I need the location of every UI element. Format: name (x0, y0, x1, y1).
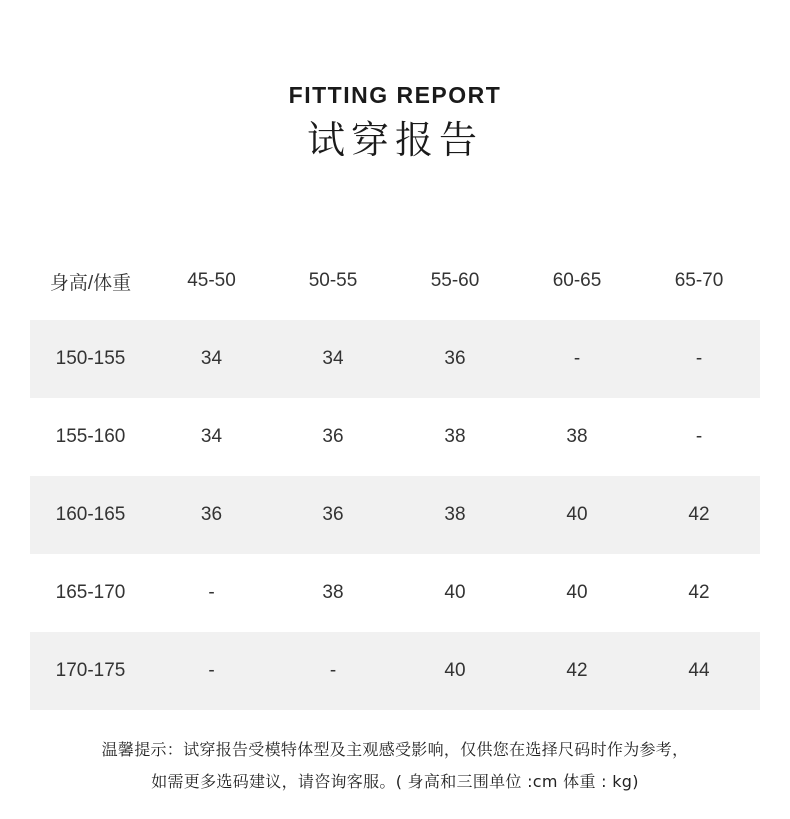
row-height-label: 150-155 (55, 348, 126, 369)
note-line-1: 温馨提示：试穿报告受模特体型及主观感受影响，仅供您在选择尺码时作为参考， (101, 740, 689, 759)
table-cell: 38 (566, 426, 588, 447)
report-header (0, 80, 790, 162)
table-row (30, 398, 760, 476)
table-cell: 36 (200, 504, 223, 525)
table-cell: 42 (688, 582, 710, 603)
table-cell: 38 (322, 582, 344, 603)
table-row (30, 476, 760, 554)
table-row (30, 320, 760, 398)
column-header: 65-70 (674, 270, 724, 291)
table-row (30, 554, 760, 632)
table-cell: 40 (566, 504, 588, 525)
title-english: FITTING REPORT (288, 82, 502, 108)
table-cell: 44 (688, 660, 710, 681)
table-cell: 34 (200, 426, 223, 447)
corner-label: 身高/体重 (49, 272, 132, 294)
column-header: 60-65 (552, 270, 602, 291)
table-row (30, 632, 760, 710)
row-height-label: 160-165 (55, 504, 126, 525)
table-cell: 42 (566, 660, 588, 681)
table-header-row (30, 242, 760, 320)
table-cell: 40 (566, 582, 588, 603)
table-cell: 34 (322, 348, 344, 369)
table-cell: 40 (444, 582, 466, 603)
table-cell: - (573, 348, 581, 369)
table-cell: 36 (322, 426, 344, 447)
title-chinese: 试穿报告 (306, 118, 483, 162)
fitting-note (0, 734, 790, 798)
column-header: 55-60 (430, 270, 480, 291)
row-height-label: 155-160 (55, 426, 126, 447)
table-cell: 38 (444, 504, 466, 525)
row-height-label: 170-175 (55, 660, 126, 681)
table-cell: 40 (444, 660, 466, 681)
table-cell: 36 (322, 504, 344, 525)
table-cell: - (695, 426, 703, 447)
row-height-label: 165-170 (55, 582, 126, 603)
table-cell: - (208, 660, 215, 681)
column-header: 45-50 (187, 270, 236, 291)
table-cell: - (695, 348, 703, 369)
column-header: 50-55 (308, 270, 358, 291)
table-cell: 36 (444, 348, 466, 369)
table-cell: 38 (444, 426, 466, 447)
size-table (30, 242, 760, 710)
table-cell: 42 (688, 504, 710, 525)
table-cell: - (329, 660, 337, 681)
table-cell: - (208, 582, 215, 603)
note-line-2: 如需更多选码建议，请咨询客服。( 身高和三围单位 :cm 体重 : kg) (151, 772, 639, 791)
table-cell: 34 (200, 348, 223, 369)
